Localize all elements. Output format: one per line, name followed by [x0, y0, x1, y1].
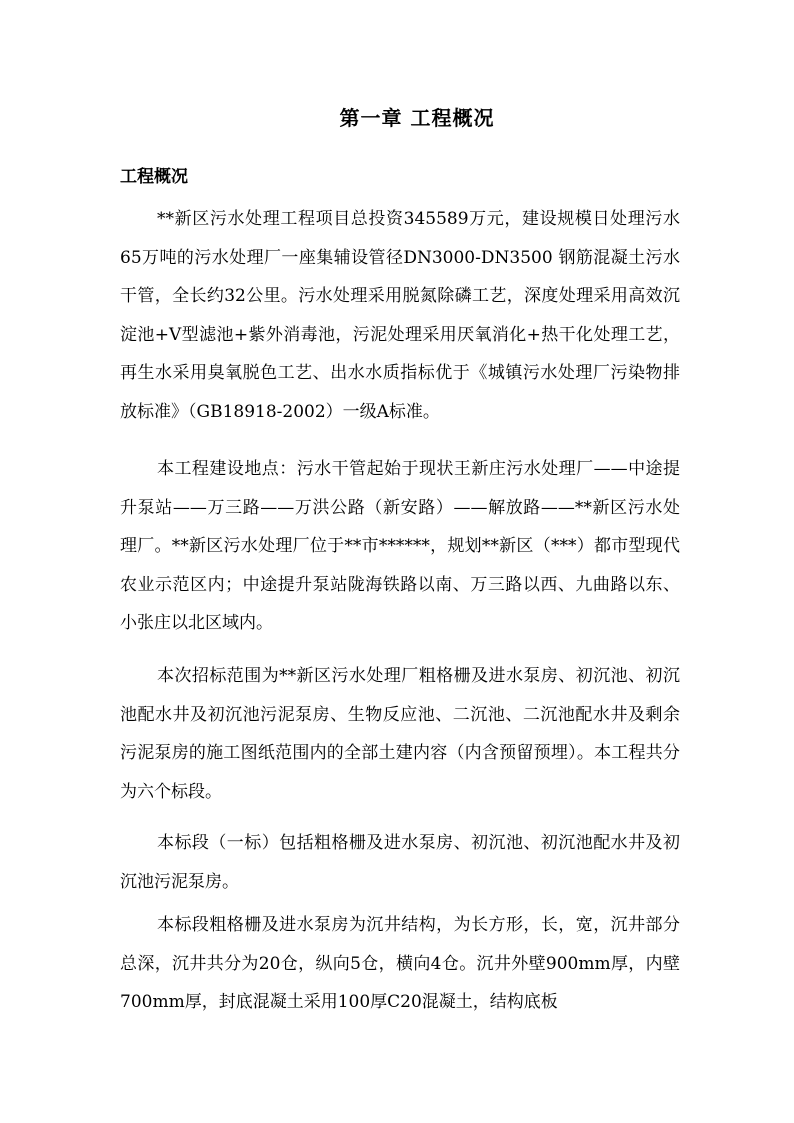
- paragraph-construction-site: 本工程建设地点：污水干管起始于现状王新庄污水处理厂——中途提升泵站——万三路——万洪公路（新安路）——解放路——**新区污水处理厂。**新区污水处理厂位于**市******，规划**新区（***）都市型现代农业示范区内；中途提升泵站陇海铁路以南、万三路以西、九曲路以东、小张庄以北区域内。: [120, 459, 680, 633]
- paragraph-caisson-structure: 本标段粗格栅及进水泵房为沉井结构，为长方形，长，宽，沉井部分总深，沉井共分为20仓，纵向5仓，横向4仓。沉井外壁900mm厚，内壁700mm厚，封底混凝土采用100厚C20混凝土，结构底板: [120, 915, 680, 1012]
- section-heading: 工程概况: [120, 167, 188, 187]
- paragraph-section-one-scope: 本标段（一标）包括粗格栅及进水泵房、初沉池、初沉池配水井及初沉池污泥泵房。: [120, 833, 680, 892]
- paragraph-project-overview: **新区污水处理工程项目总投资345589万元，建设规模日处理污水65万吨的污水处理厂一座集辅设管径DN3000-DN3500 钢筋混凝土污水干管，全长约32公里。污水处理采用脱氮除磷工艺，深度处理采用高效沉淀池+V型滤池+紫外消毒池，污泥处理采用厌氧消化+热干化处理工艺，再生水采用臭氧脱色工艺、出水水质指标优于《城镇污水处理厂污染物排放标准》（GB18918-2002）一级A标准。: [120, 209, 680, 422]
- paragraph-tender-scope: 本次招标范围为**新区污水处理厂粗格栅及进水泵房、初沉池、初沉池配水井及初沉池污泥泵房、生物反应池、二沉池、二沉池配水井及剩余污泥泵房的施工图纸范围内的全部土建内容（内含预留预埋）。本工程共分为六个标段。: [120, 666, 680, 802]
- chapter-title: 第一章 工程概况: [339, 106, 495, 130]
